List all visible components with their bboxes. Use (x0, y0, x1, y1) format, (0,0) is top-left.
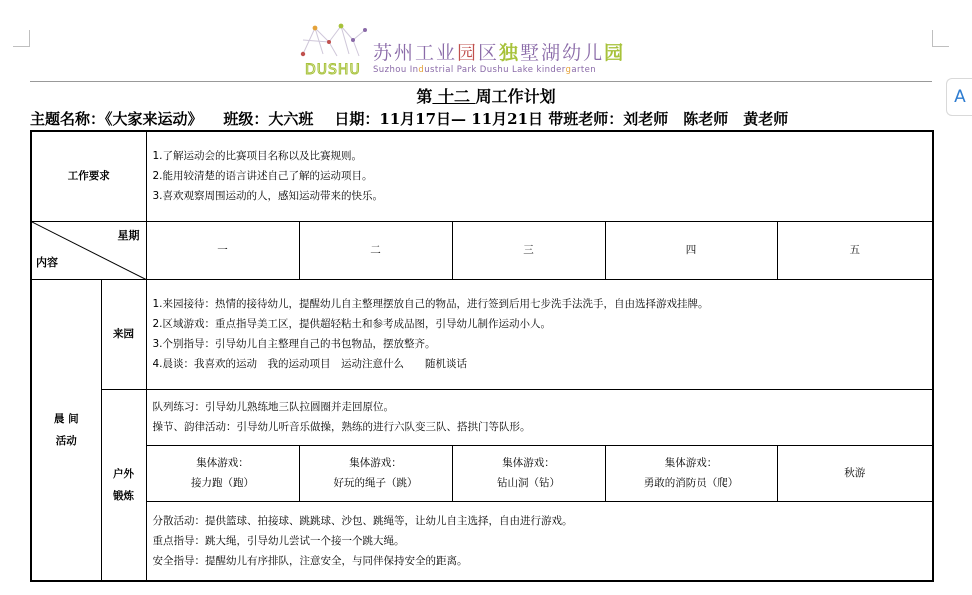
requirements-row (31, 131, 933, 221)
logo-en-part3: arten (571, 65, 596, 75)
game-name: 接力跑（跑） (191, 477, 254, 489)
logo-en-mark2: g (565, 65, 572, 75)
plan-meta-line (30, 108, 940, 129)
logo-cn-part3: 墅湖幼儿 (520, 42, 605, 64)
free-activity-content (146, 501, 933, 581)
teachers: 带班老师：刘老师 陈老师 黄老师 (548, 110, 789, 128)
game-name: 勇敢的消防员（爬） (643, 477, 739, 489)
requirements-content (146, 131, 933, 221)
drill-item: 队列练习：引导幼儿熟练地三队拉圆圈并走回原位。 (152, 401, 394, 413)
game-title: 集体游戏： (664, 457, 718, 469)
title-suffix: 周工作计划 (475, 87, 556, 106)
weekday-corner-cell (31, 221, 146, 279)
logo-cn-part1: 苏州工业 (373, 42, 458, 64)
class-name: 班级：大六班 (223, 110, 314, 128)
weekly-plan-table (30, 130, 934, 582)
game-name: 秋游 (844, 467, 866, 479)
theme-name: 主题名称：《大家来运动》 (30, 110, 203, 128)
weekday-header-row (31, 221, 933, 279)
game-name: 钻山洞（钻） (497, 477, 560, 489)
group-games-row (31, 445, 933, 501)
arrival-label: 来园 (101, 279, 146, 389)
page-corner-mark-left (13, 30, 30, 47)
logo-en-part1: Suzhou In (373, 65, 419, 75)
requirements-label: 工作要求 (31, 131, 146, 221)
arrival-item: 2.区域游戏：重点指导美工区，提供超轻粘土和参考成品图，引导幼儿制作运动小人。 (152, 318, 552, 330)
header-divider (30, 81, 932, 82)
game-title: 集体游戏： (196, 457, 249, 469)
arrival-row (31, 279, 933, 389)
logo-cn-mark2: 独 (499, 42, 521, 64)
corner-label-content: 内容 (36, 255, 58, 269)
corner-label-weekday: 星期 (117, 228, 140, 242)
free-activity-item: 重点指导：跳大绳，引导幼儿尝试一个接一个跳大绳。 (152, 534, 405, 547)
free-activity-row (31, 501, 933, 581)
outdoor-drill-row (31, 389, 933, 445)
outdoor-drill-content (146, 389, 933, 445)
game-tuesday (299, 445, 452, 501)
logo-en-mark1: d (418, 65, 425, 75)
game-friday (777, 445, 933, 501)
requirement-item: 3.喜欢观察周围运动的人，感知运动带来的快乐。 (152, 190, 384, 203)
arrival-item: 1.来园接待：热情的接待幼儿，提醒幼儿自主整理摆放自己的物品，进行签到后用七步洗手法洗手，自由选择游戏挂牌。 (152, 298, 709, 310)
title-week-number (432, 87, 475, 106)
logo-cn-mark3: 园 (604, 42, 626, 64)
title-prefix: 第 (416, 87, 433, 106)
title-week-value: 十二 (437, 87, 470, 106)
game-wednesday (452, 445, 605, 501)
morning-activity-label: 晨 间 活动 (31, 279, 101, 581)
logo-chinese-name (373, 38, 625, 65)
weekday-tuesday: 二 (299, 221, 452, 279)
weekday-wednesday: 三 (452, 221, 605, 279)
game-name: 好玩的绳子（跳） (333, 477, 418, 489)
logo-en-part2: ustrial Park Dushu Lake kinder (424, 65, 566, 75)
weekday-monday: 一 (146, 221, 299, 279)
page-corner-mark-right (932, 30, 949, 47)
game-thursday (605, 445, 777, 501)
arrival-content (146, 279, 933, 389)
weekday-friday: 五 (777, 221, 933, 279)
requirement-item: 1.了解运动会的比赛项目名称以及比赛规则。 (152, 150, 363, 163)
free-activity-item: 分散活动：提供篮球、拍接球、跳跳球、沙包、跳绳等，让幼儿自主选择，自由进行游戏。 (152, 514, 573, 527)
game-title: 集体游戏： (502, 457, 555, 469)
logo-brand-text: DUSHU (305, 62, 361, 78)
free-activity-item: 安全指导：提醒幼儿有序排队，注意安全，与同伴保持安全的距离。 (152, 554, 468, 567)
weekday-thursday: 四 (605, 221, 777, 279)
kindergarten-logo (293, 20, 683, 80)
game-title: 集体游戏： (349, 457, 402, 469)
drill-item: 操节、韵律活动：引导幼儿听音乐做操，熟练的进行六队变三队、搭拱门等队形。 (152, 421, 531, 433)
game-monday (146, 445, 299, 501)
logo-emblem-icon (293, 20, 373, 80)
logo-cn-mark1: 园 (457, 42, 479, 64)
document-title (0, 84, 972, 107)
logo-english-name (373, 65, 596, 75)
arrival-item: 4.晨谈：我喜欢的运动 我的运动项目 运动注意什么 随机谈话 (152, 358, 468, 370)
outdoor-exercise-label: 户外 锻炼 (101, 389, 146, 581)
requirement-item: 2.能用较清楚的语言讲述自己了解的运动项目。 (152, 170, 373, 183)
side-panel-tab-letter: A (954, 87, 966, 107)
logo-cn-part2: 区 (478, 42, 500, 64)
arrival-item: 3.个别指导：引导幼儿自主整理自己的书包物品，摆放整齐。 (152, 338, 436, 350)
date-range: 日期：11月17日— 11月21日 (334, 110, 544, 128)
